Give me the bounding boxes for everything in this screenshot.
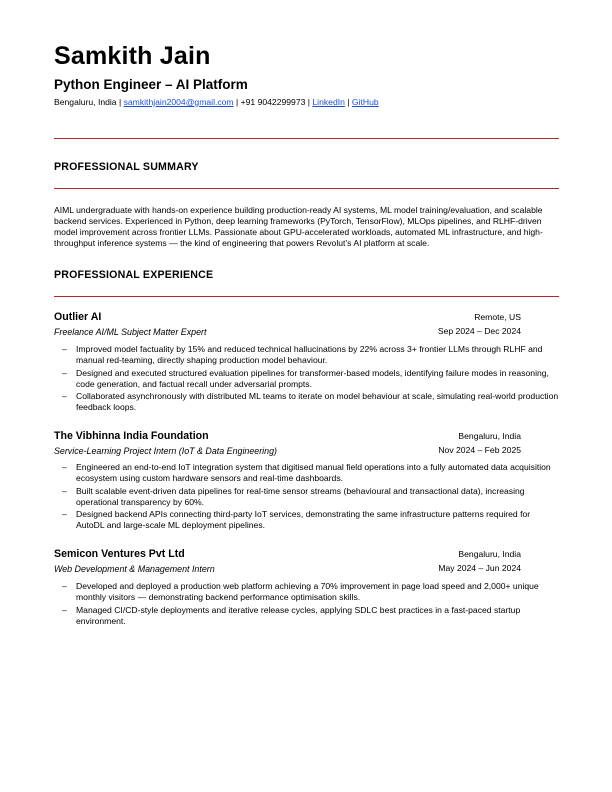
bullet-marker: – — [62, 462, 67, 472]
bullet-item — [54, 509, 559, 531]
contact-line — [54, 97, 379, 107]
bullet-text: Collaborated asynchronously with distributed ML teams to iterate on model behaviour at scale, simulating real-world production feedback loops. — [76, 391, 559, 413]
bullet-marker: – — [62, 604, 67, 615]
bullet-item — [54, 368, 559, 390]
candidate-name: Samkith Jain — [54, 42, 211, 70]
experience-divider — [54, 296, 559, 297]
job-company: The Vibhinna India Foundation — [54, 430, 209, 442]
contact-separator: | — [233, 97, 241, 107]
bullet-marker: – — [62, 367, 67, 378]
bullet-text: Managed CI/CD-style deployments and iterative release cycles, applying SDLC best practices in a fast-paced startup environment. — [76, 604, 521, 626]
bullet-text: Built scalable event-driven data pipelines for real-time sensor streams (behavioural and transactional data), increasing operational transparency by 60%. — [76, 485, 525, 507]
job-location: Remote, US — [474, 312, 521, 322]
bullet-text: Developed and deployed a production web platform achieving a 70% improvement in page load speed and 2,000+ unique monthly visitors — demonstrating backend performance optimisation skills. — [76, 581, 539, 602]
candidate-role: Python Engineer – AI Platform — [54, 77, 248, 92]
bullet-text: Designed and executed structured evaluation pipelines for transformer-based models, identifying failure modes in reasoning, code generation, and factual recall under adversarial prompts. — [76, 367, 549, 389]
job-title: Web Development & Management Intern — [54, 564, 215, 574]
bullet-item — [54, 462, 559, 484]
bullet-marker: – — [62, 509, 67, 520]
bullet-item — [54, 486, 559, 508]
bullet-text: Engineered an end-to-end IoT integration system that digitised manual field operations into a fully automated data acquisition ecosystem using custom hardware sensors and real-time dashboards. — [76, 462, 551, 483]
linkedin-link[interactable]: LinkedIn — [312, 97, 345, 107]
job-dates: May 2024 – Jun 2024 — [438, 563, 521, 573]
summary-heading: PROFESSIONAL SUMMARY — [54, 161, 199, 173]
bullet-marker: – — [62, 391, 67, 402]
job-title: Service-Learning Project Intern (IoT & Data Engineering) — [54, 446, 277, 456]
contact-phone: +91 9042299973 — [240, 97, 306, 107]
contact-separator: | — [305, 97, 313, 107]
bullet-item — [54, 581, 559, 603]
job-dates: Nov 2024 – Feb 2025 — [438, 445, 521, 455]
job-bullets — [54, 581, 559, 628]
job-company: Outlier AI — [54, 311, 102, 323]
bullet-marker: – — [62, 485, 67, 496]
job-location: Bengaluru, India — [458, 549, 521, 559]
experience-heading: PROFESSIONAL EXPERIENCE — [54, 269, 214, 281]
email-link[interactable]: samkithjain2004@gmail.com — [123, 97, 234, 107]
bullet-item — [54, 605, 559, 627]
bullet-marker: – — [62, 344, 67, 354]
bullet-text: Improved model factuality by 15% and reduced technical hallucinations by 22% across 3+ frontier LLMs through RLHF and manual red-teaming, directly shaping production model behaviour. — [76, 344, 543, 365]
bullet-text: Designed backend APIs connecting third-party IoT services, demonstrating the same infrastructure patterns required for AutoDL and large-scale ML deployment pipelines. — [76, 509, 531, 531]
bullet-item — [54, 344, 559, 366]
job-location: Bengaluru, India — [458, 431, 521, 441]
summary-divider — [54, 188, 559, 189]
bullet-item — [54, 391, 559, 413]
header-divider — [54, 138, 559, 139]
contact-location: Bengaluru, India — [54, 97, 117, 107]
github-link[interactable]: GitHub — [351, 97, 379, 107]
job-company: Semicon Ventures Pvt Ltd — [54, 548, 185, 560]
summary-text: AIML undergraduate with hands-on experience building production-ready AI systems, ML model training/evaluation, and scalable backend services. Experienced in Python, deep learning frameworks (PyTorch, TensorFlow), MLOps pipelines, and RLHF-driven model improvement across frontier LLMs. Passionate about GPU-accelerated workloads, automated ML infrastructure, and high-throughput inference systems — the kind of engineering that powers Revolut’s AI platform at scale. — [54, 205, 543, 248]
contact-separator: | — [116, 97, 124, 107]
bullet-marker: – — [62, 581, 67, 591]
job-bullets — [54, 344, 559, 415]
job-bullets — [54, 462, 559, 533]
contact-separator: | — [344, 97, 352, 107]
job-title: Freelance AI/ML Subject Matter Expert — [54, 327, 207, 337]
job-dates: Sep 2024 – Dec 2024 — [437, 326, 521, 336]
